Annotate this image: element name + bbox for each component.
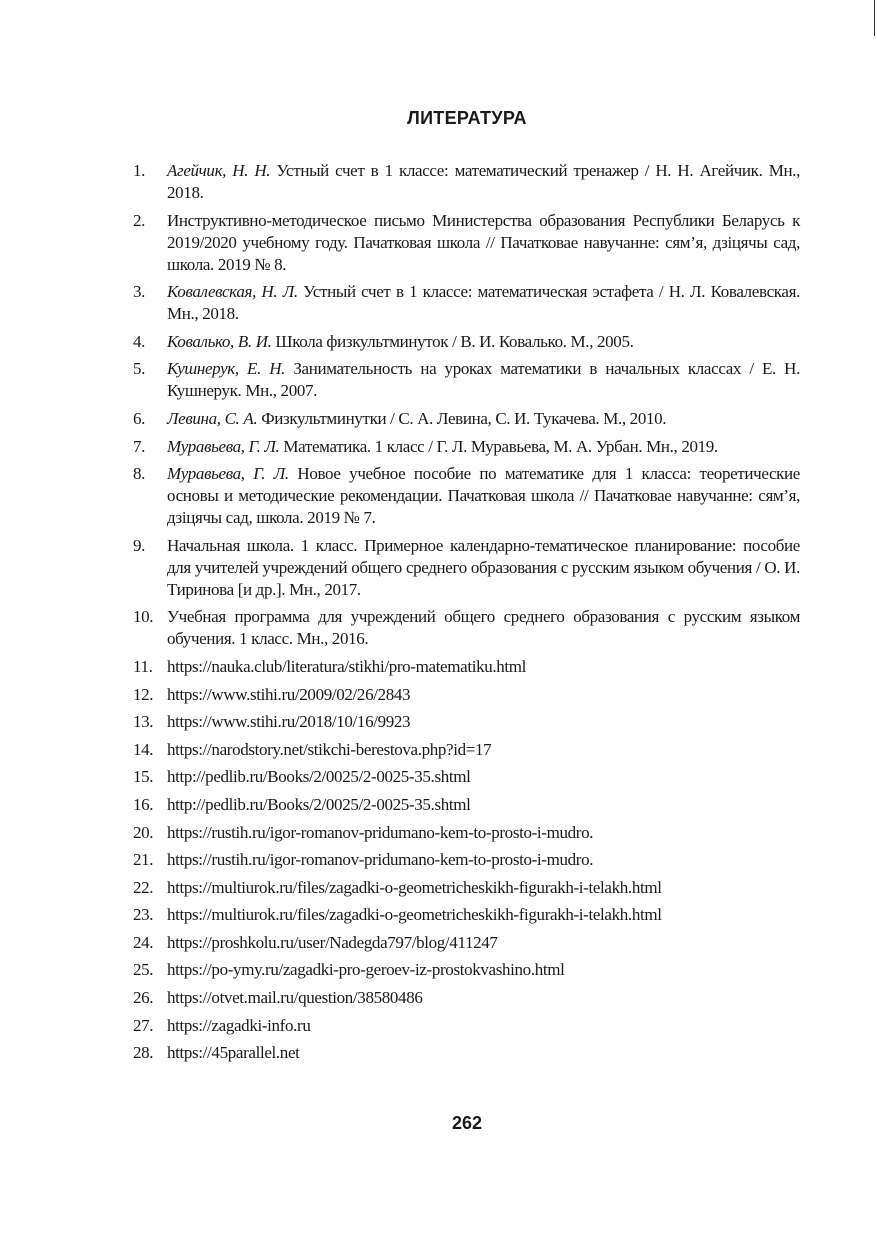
bibliography-entry (133, 408, 800, 430)
bibliography-entry (133, 535, 800, 601)
entry-text (167, 1015, 800, 1037)
bibliography-entry (133, 932, 800, 954)
entry-text (167, 210, 800, 276)
bibliography-entry (133, 987, 800, 1009)
entry-number: 26. (133, 988, 154, 1008)
entry-description: https://rustih.ru/igor-romanov-pridumano-kem-to-prosto-i-mudro. (167, 822, 594, 842)
page-number: 262 (451, 1113, 483, 1133)
entry-description: Физкультминутки / С. А. Левина, С. И. Тукачева. М., 2010. (257, 408, 667, 428)
entry-text (167, 535, 800, 601)
entry-description: Инструктивно-методическое письмо Министерства образования Республики Беларусь к 2019/2020 учебному году. Пачатковая школа // Пачатковае навучанне: сям’я, дзіцячы сад, школа. 2019 № 8. (167, 210, 800, 274)
entry-description: https://nauka.club/literatura/stikhi/pro-matematiku.html (167, 656, 527, 676)
entry-text (167, 711, 800, 733)
entry-number: 4. (133, 331, 146, 351)
entry-text (167, 281, 800, 325)
bibliography-entry (133, 849, 800, 871)
entry-description: https://www.stihi.ru/2018/10/16/9923 (167, 712, 411, 732)
entry-number: 9. (133, 535, 146, 555)
entry-number: 14. (133, 739, 154, 759)
entry-text (167, 849, 800, 871)
entry-author: Ковалевская, Н. Л. (167, 282, 298, 302)
entry-number: 15. (133, 767, 154, 787)
entry-number: 24. (133, 932, 154, 952)
page-title: ЛИТЕРАТУРА (407, 108, 527, 128)
entry-description: Устный счет в 1 классе: математический тренажер / Н. Н. Агейчик. Мн., 2018. (167, 161, 801, 202)
entry-text (167, 766, 800, 788)
entry-number: 13. (133, 712, 154, 732)
entry-number: 20. (133, 822, 154, 842)
entry-description: https://proshkolu.ru/user/Nadegda797/blog/411247 (167, 932, 498, 952)
entry-number: 8. (133, 464, 146, 484)
entry-text (167, 987, 800, 1009)
bibliography-list (133, 160, 800, 1070)
entry-author: Агейчик, Н. Н. (167, 161, 271, 180)
entry-text (167, 904, 800, 926)
entry-number: 12. (133, 684, 154, 704)
bibliography-entry (133, 160, 800, 204)
entry-number: 28. (133, 1043, 154, 1063)
entry-text (167, 606, 800, 650)
page-edge-line (874, 0, 875, 36)
entry-number: 23. (133, 905, 154, 925)
entry-text (167, 959, 800, 981)
entry-description: Школа физкультминуток / В. И. Ковалько. М., 2005. (271, 331, 634, 351)
entry-description: https://otvet.mail.ru/question/38580486 (167, 988, 423, 1008)
bibliography-entry (133, 959, 800, 981)
entry-text (167, 436, 800, 458)
entry-description: https://rustih.ru/igor-romanov-pridumano-kem-to-prosto-i-mudro. (167, 850, 594, 870)
entry-text (167, 739, 800, 761)
entry-number: 1. (133, 161, 146, 180)
entry-text (167, 358, 800, 402)
bibliography-entry (133, 656, 800, 678)
entry-text (167, 408, 800, 430)
bibliography-entry (133, 684, 800, 706)
bibliography-entry (133, 904, 800, 926)
entry-number: 11. (133, 656, 153, 676)
entry-text (167, 1042, 800, 1064)
bibliography-entry (133, 822, 800, 844)
entry-number: 25. (133, 960, 154, 980)
entry-text (167, 822, 800, 844)
entry-description: http://pedlib.ru/Books/2/0025/2-0025-35.shtml (167, 794, 471, 814)
entry-number: 27. (133, 1015, 154, 1035)
entry-number: 7. (133, 436, 146, 456)
entry-description: Занимательность на уроках математики в начальных классах / Е. Н. Кушнерук. Мн., 2007. (167, 359, 801, 401)
entry-number: 10. (133, 607, 154, 627)
entry-description: Начальная школа. 1 класс. Примерное календарно-тематическое планирование: пособие для учителей учреждений общего среднего образования с русским языком обучения / О. И. Тиринова [и др.]. Мн., 2017. (167, 535, 800, 599)
entry-description: https://zagadki-info.ru (167, 1015, 311, 1035)
entry-number: 21. (133, 850, 154, 870)
entry-number: 3. (133, 282, 146, 302)
entry-description: Математика. 1 класс / Г. Л. Муравьева, М. А. Урбан. Мн., 2019. (279, 436, 718, 456)
entry-author: Кушнерук, Е. Н. (167, 359, 286, 379)
bibliography-entry (133, 331, 800, 353)
entry-description: https://www.stihi.ru/2009/02/26/2843 (167, 684, 411, 704)
entry-text (167, 877, 800, 899)
entry-description: https://45parallel.net (167, 1043, 300, 1063)
entry-text (167, 932, 800, 954)
entry-author: Ковалько, В. И. (167, 331, 272, 351)
entry-description: https://multiurok.ru/files/zagadki-o-geometricheskikh-figurakh-i-telakh.html (167, 905, 662, 925)
entry-number: 16. (133, 794, 154, 814)
entry-author: Левина, С. А. (167, 408, 258, 428)
bibliography-entry (133, 210, 800, 276)
entry-description: Устный счет в 1 классе: математическая эстафета / Н. Л. Ковалевская. Мн., 2018. (167, 282, 800, 324)
bibliography-entry (133, 877, 800, 899)
bibliography-entry (133, 1015, 800, 1037)
entry-text (167, 684, 800, 706)
entry-text (167, 463, 800, 529)
entry-author: Муравьева, Г. Л. (167, 464, 289, 484)
bibliography-entry (133, 606, 800, 650)
entry-number: 5. (133, 359, 146, 379)
entry-number: 22. (133, 877, 154, 897)
entry-text (167, 160, 800, 204)
bibliography-entry (133, 766, 800, 788)
entry-number: 6. (133, 408, 146, 428)
entry-author: Муравьева, Г. Л. (167, 436, 280, 456)
bibliography-entry (133, 1042, 800, 1064)
bibliography-entry (133, 436, 800, 458)
entry-description: https://narodstory.net/stikchi-berestova.php?id=17 (167, 739, 492, 759)
bibliography-entry (133, 281, 800, 325)
entry-description: Новое учебное пособие по математике для 1 класса: теоретические основы и методические рекомендации. Пачатковая школа // Пачатковае навучанне: сям’я, дзіцячы сад, школа. 2019 № 7. (167, 464, 800, 528)
entry-description: https://multiurok.ru/files/zagadki-o-geometricheskikh-figurakh-i-telakh.html (167, 877, 662, 897)
bibliography-entry (133, 794, 800, 816)
entry-text (167, 794, 800, 816)
bibliography-entry (133, 711, 800, 733)
entry-number: 2. (133, 210, 146, 230)
bibliography-entry (133, 358, 800, 402)
entry-text (167, 656, 800, 678)
entry-description: http://pedlib.ru/Books/2/0025/2-0025-35.shtml (167, 767, 471, 787)
entry-description: Учебная программа для учреждений общего среднего образования с русским языком обучения. 1 класс. Мн., 2016. (167, 607, 800, 649)
bibliography-entry (133, 739, 800, 761)
entry-description: https://po-ymy.ru/zagadki-pro-geroev-iz-prostokvashino.html (167, 960, 565, 980)
entry-text (167, 331, 800, 353)
bibliography-entry (133, 463, 800, 529)
